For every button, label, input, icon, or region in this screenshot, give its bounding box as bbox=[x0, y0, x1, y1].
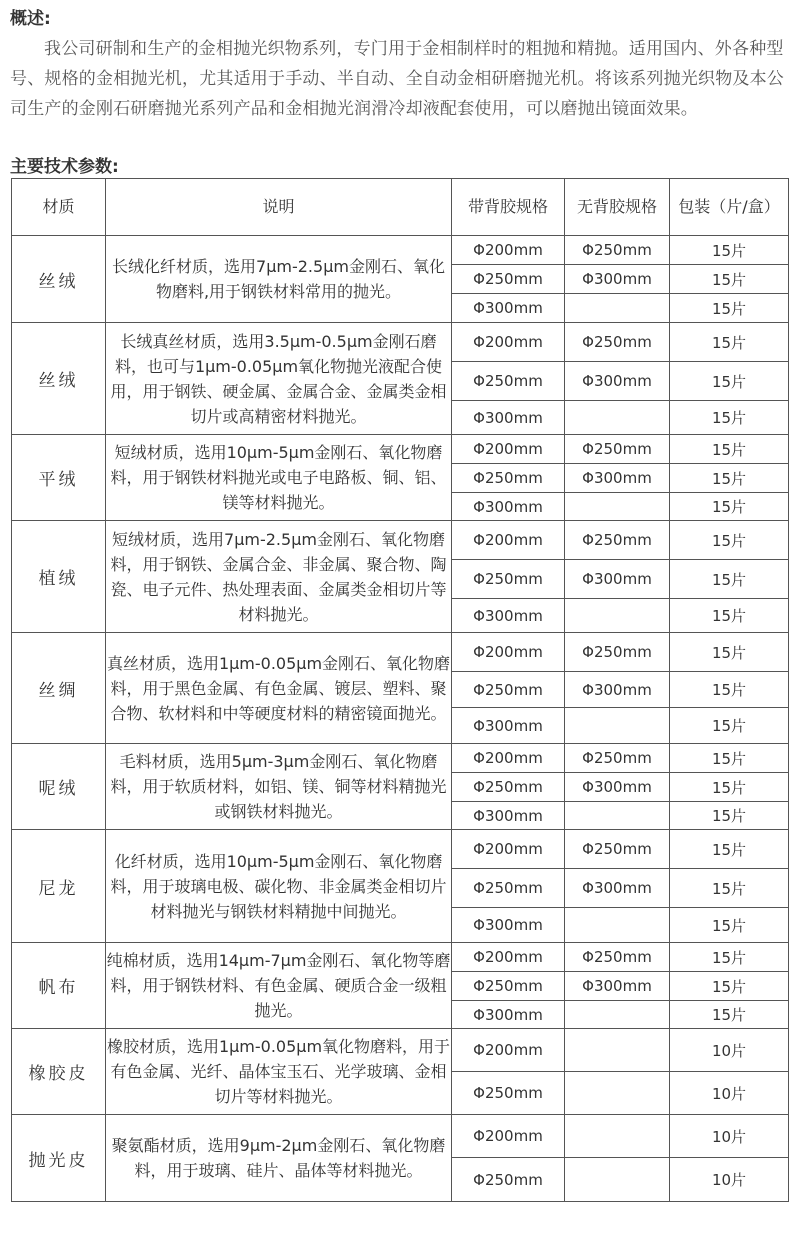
package-cell: 15片 bbox=[670, 362, 789, 401]
package-cell: 15片 bbox=[670, 633, 789, 672]
unbacked-size-cell bbox=[565, 1072, 670, 1115]
header-material: 材质 bbox=[12, 179, 106, 236]
backed-size-cell: Φ250mm bbox=[452, 1158, 565, 1202]
material-cell: 呢绒 bbox=[12, 744, 106, 830]
unbacked-size-cell: Φ250mm bbox=[565, 435, 670, 464]
package-cell: 15片 bbox=[670, 401, 789, 435]
package-cell: 10片 bbox=[670, 1072, 789, 1115]
backed-size-cell: Φ200mm bbox=[452, 1029, 565, 1072]
table-row bbox=[12, 744, 789, 773]
unbacked-size-cell: Φ300mm bbox=[565, 362, 670, 401]
unbacked-size-cell: Φ250mm bbox=[565, 744, 670, 773]
description-cell: 化纤材质，选用10μm-5μm金刚石、氧化物磨料，用于玻璃电极、碳化物、非金属类金相切片材料抛光与钢铁材料精抛中间抛光。 bbox=[106, 830, 452, 943]
backed-size-cell: Φ200mm bbox=[452, 943, 565, 972]
description-cell: 长绒化纤材质，选用7μm-2.5μm金刚石、氧化物磨料,用于钢铁材料常用的抛光。 bbox=[106, 236, 452, 323]
table-row bbox=[12, 1115, 789, 1158]
unbacked-size-cell bbox=[565, 708, 670, 744]
header-package: 包装（片/盒） bbox=[670, 179, 789, 236]
package-cell: 15片 bbox=[670, 599, 789, 633]
description-cell: 短绒材质，选用7μm-2.5μm金刚石、氧化物磨料，用于钢铁、金属合金、非金属、聚合物、陶瓷、电子元件、热处理表面、金属类金相切片等材料抛光。 bbox=[106, 521, 452, 633]
package-cell: 15片 bbox=[670, 1001, 789, 1029]
package-cell: 15片 bbox=[670, 869, 789, 908]
unbacked-size-cell: Φ300mm bbox=[565, 265, 670, 294]
material-cell: 丝绒 bbox=[12, 236, 106, 323]
backed-size-cell: Φ200mm bbox=[452, 830, 565, 869]
package-cell: 15片 bbox=[670, 708, 789, 744]
backed-size-cell: Φ300mm bbox=[452, 401, 565, 435]
backed-size-cell: Φ300mm bbox=[452, 294, 565, 323]
backed-size-cell: Φ250mm bbox=[452, 265, 565, 294]
package-cell: 15片 bbox=[670, 830, 789, 869]
unbacked-size-cell bbox=[565, 908, 670, 943]
package-cell: 15片 bbox=[670, 521, 789, 560]
table-row bbox=[12, 435, 789, 464]
description-cell: 橡胶材质，选用1μm-0.05μm氧化物磨料，用于有色金属、光纤、晶体宝玉石、光学玻璃、金相切片等材料抛光。 bbox=[106, 1029, 452, 1115]
spec-table bbox=[11, 178, 789, 1202]
material-cell: 丝绸 bbox=[12, 633, 106, 744]
unbacked-size-cell: Φ300mm bbox=[565, 464, 670, 493]
material-cell: 平绒 bbox=[12, 435, 106, 521]
spec-table-body bbox=[12, 236, 789, 1202]
backed-size-cell: Φ200mm bbox=[452, 521, 565, 560]
backed-size-cell: Φ200mm bbox=[452, 435, 565, 464]
description-cell: 聚氨酯材质，选用9μm-2μm金刚石、氧化物磨料，用于玻璃、硅片、晶体等材料抛光。 bbox=[106, 1115, 452, 1202]
backed-size-cell: Φ250mm bbox=[452, 869, 565, 908]
unbacked-size-cell: Φ250mm bbox=[565, 323, 670, 362]
unbacked-size-cell: Φ300mm bbox=[565, 869, 670, 908]
description-cell: 长绒真丝材质，选用3.5μm-0.5μm金刚石磨料，也可与1μm-0.05μm氧化物抛光液配合使用，用于钢铁、硬金属、金属合金、金属类金相切片或高精密材料抛光。 bbox=[106, 323, 452, 435]
package-cell: 10片 bbox=[670, 1029, 789, 1072]
material-cell: 植绒 bbox=[12, 521, 106, 633]
backed-size-cell: Φ250mm bbox=[452, 672, 565, 708]
unbacked-size-cell: Φ300mm bbox=[565, 560, 670, 599]
backed-size-cell: Φ250mm bbox=[452, 560, 565, 599]
package-cell: 15片 bbox=[670, 323, 789, 362]
table-row bbox=[12, 1029, 789, 1072]
table-row bbox=[12, 521, 789, 560]
package-cell: 15片 bbox=[670, 464, 789, 493]
unbacked-size-cell: Φ250mm bbox=[565, 943, 670, 972]
material-cell: 帆布 bbox=[12, 943, 106, 1029]
unbacked-size-cell bbox=[565, 294, 670, 323]
unbacked-size-cell: Φ300mm bbox=[565, 972, 670, 1001]
unbacked-size-cell bbox=[565, 401, 670, 435]
backed-size-cell: Φ200mm bbox=[452, 1115, 565, 1158]
unbacked-size-cell bbox=[565, 1029, 670, 1072]
backed-size-cell: Φ250mm bbox=[452, 773, 565, 802]
table-row bbox=[12, 236, 789, 265]
material-cell: 丝绒 bbox=[12, 323, 106, 435]
overview-heading: 概述: bbox=[10, 9, 51, 29]
unbacked-size-cell bbox=[565, 599, 670, 633]
package-cell: 15片 bbox=[670, 265, 789, 294]
backed-size-cell: Φ300mm bbox=[452, 708, 565, 744]
backed-size-cell: Φ200mm bbox=[452, 323, 565, 362]
table-row bbox=[12, 943, 789, 972]
description-cell: 短绒材质，选用10μm-5μm金刚石、氧化物磨料，用于钢铁材料抛光或电子电路板、铜、铝、镁等材料抛光。 bbox=[106, 435, 452, 521]
description-cell: 纯棉材质，选用14μm-7μm金刚石、氧化物等磨料，用于钢铁材料、有色金属、硬质合金一级粗抛光。 bbox=[106, 943, 452, 1029]
unbacked-size-cell: Φ300mm bbox=[565, 773, 670, 802]
backed-size-cell: Φ200mm bbox=[452, 633, 565, 672]
description-cell: 毛料材质，选用5μm-3μm金刚石、氧化物磨料，用于软质材料，如铝、镁、铜等材料精抛光或钢铁材料抛光。 bbox=[106, 744, 452, 830]
table-row bbox=[12, 323, 789, 362]
package-cell: 15片 bbox=[670, 493, 789, 521]
overview-paragraph: 我公司研制和生产的金相抛光织物系列，专门用于金相制样时的粗抛和精抛。适用国内、外各种型号、规格的金相抛光机，尤其适用于手动、半自动、全自动金相研磨抛光机。将该系列抛光织物及本公司生产的金刚石研磨抛光系列产品和金相抛光润滑冷却液配套使用，可以磨抛出镜面效果。 bbox=[10, 39, 784, 119]
table-row bbox=[12, 830, 789, 869]
material-cell: 橡胶皮 bbox=[12, 1029, 106, 1115]
unbacked-size-cell: Φ300mm bbox=[565, 672, 670, 708]
header-description: 说明 bbox=[106, 179, 452, 236]
package-cell: 15片 bbox=[670, 560, 789, 599]
backed-size-cell: Φ250mm bbox=[452, 1072, 565, 1115]
header-row bbox=[12, 179, 789, 236]
package-cell: 15片 bbox=[670, 908, 789, 943]
package-cell: 15片 bbox=[670, 802, 789, 830]
package-cell: 15片 bbox=[670, 943, 789, 972]
params-heading: 主要技术参数: bbox=[10, 157, 119, 177]
package-cell: 15片 bbox=[670, 744, 789, 773]
package-cell: 15片 bbox=[670, 773, 789, 802]
package-cell: 15片 bbox=[670, 294, 789, 323]
unbacked-size-cell: Φ250mm bbox=[565, 830, 670, 869]
description-cell: 真丝材质，选用1μm-0.05μm金刚石、氧化物磨料，用于黑色金属、有色金属、镀层、塑料、聚合物、软材料和中等硬度材料的精密镜面抛光。 bbox=[106, 633, 452, 744]
backed-size-cell: Φ250mm bbox=[452, 972, 565, 1001]
backed-size-cell: Φ300mm bbox=[452, 802, 565, 830]
backed-size-cell: Φ300mm bbox=[452, 599, 565, 633]
unbacked-size-cell bbox=[565, 493, 670, 521]
package-cell: 10片 bbox=[670, 1115, 789, 1158]
material-cell: 尼龙 bbox=[12, 830, 106, 943]
package-cell: 15片 bbox=[670, 435, 789, 464]
unbacked-size-cell bbox=[565, 1115, 670, 1158]
backed-size-cell: Φ200mm bbox=[452, 744, 565, 773]
backed-size-cell: Φ250mm bbox=[452, 362, 565, 401]
package-cell: 15片 bbox=[670, 236, 789, 265]
unbacked-size-cell bbox=[565, 1001, 670, 1029]
backed-size-cell: Φ200mm bbox=[452, 236, 565, 265]
package-cell: 15片 bbox=[670, 972, 789, 1001]
package-cell: 10片 bbox=[670, 1158, 789, 1202]
material-cell: 抛光皮 bbox=[12, 1115, 106, 1202]
unbacked-size-cell bbox=[565, 802, 670, 830]
backed-size-cell: Φ300mm bbox=[452, 1001, 565, 1029]
backed-size-cell: Φ300mm bbox=[452, 493, 565, 521]
table-row bbox=[12, 633, 789, 672]
backed-size-cell: Φ250mm bbox=[452, 464, 565, 493]
package-cell: 15片 bbox=[670, 672, 789, 708]
unbacked-size-cell: Φ250mm bbox=[565, 633, 670, 672]
unbacked-size-cell bbox=[565, 1158, 670, 1202]
unbacked-size-cell: Φ250mm bbox=[565, 236, 670, 265]
header-backed-size: 带背胶规格 bbox=[452, 179, 565, 236]
backed-size-cell: Φ300mm bbox=[452, 908, 565, 943]
header-unbacked-size: 无背胶规格 bbox=[565, 179, 670, 236]
unbacked-size-cell: Φ250mm bbox=[565, 521, 670, 560]
